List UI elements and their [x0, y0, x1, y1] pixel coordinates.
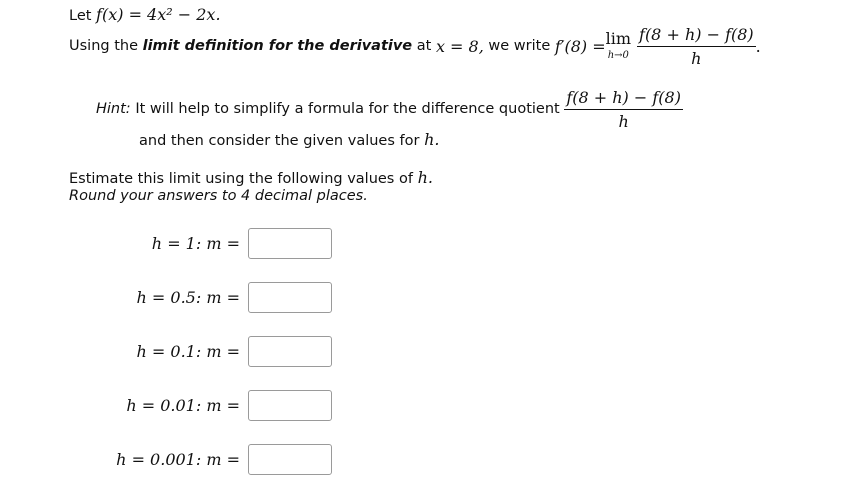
- hint-line: [96, 86, 683, 132]
- lim-word: lim: [605, 29, 632, 48]
- hint-line-2: [139, 130, 439, 149]
- answer-row-h-0.01: [0, 388, 842, 422]
- using-prefix: Using the: [69, 38, 138, 54]
- hint-label: Hint:: [96, 101, 131, 117]
- limit-phrase: limit definition for the derivative: [142, 38, 413, 54]
- quotient-numerator: f(8 + h) − f(8): [637, 25, 756, 47]
- let-prefix: Let: [69, 8, 92, 24]
- answer-row-h-0.5: [0, 280, 842, 314]
- we-write-text: we write: [488, 38, 551, 54]
- answer-label: h = 0.1: m =: [136, 341, 240, 361]
- answer-label: h = 0.01: m =: [126, 395, 240, 415]
- answer-row-h-1: [0, 226, 842, 260]
- answer-input-h-0.1[interactable]: [248, 336, 332, 367]
- answer-input-h-1[interactable]: [248, 228, 332, 259]
- difference-quotient: [637, 25, 756, 68]
- hint-line2-text: and then consider the given values for: [139, 133, 420, 149]
- answer-row-h-0.1: [0, 334, 842, 368]
- at-text: at: [416, 38, 432, 54]
- period: .: [755, 36, 761, 56]
- hint-quotient-denominator: h: [618, 111, 629, 131]
- hint-line2-var: h.: [424, 130, 440, 149]
- answer-label: h = 0.5: m =: [136, 287, 240, 307]
- answer-input-h-0.5[interactable]: [248, 282, 332, 313]
- answer-label: h = 0.001: m =: [116, 449, 240, 469]
- hint-difference-quotient: [564, 88, 683, 131]
- limit-operator: [606, 31, 631, 61]
- quotient-denominator: h: [691, 48, 702, 68]
- answer-row-h-0.001: [0, 442, 842, 476]
- derivative-lhs: f′(8) =: [554, 36, 606, 56]
- instructions-var: h.: [417, 168, 433, 187]
- hint-text: It will help to simplify a formula for the difference quotient: [135, 101, 560, 117]
- at-value: x = 8,: [435, 36, 484, 56]
- instructions-text: Estimate this limit using the following values of: [69, 171, 413, 187]
- limit-definition-line: [69, 24, 761, 68]
- answer-label: h = 1: m =: [151, 233, 240, 253]
- answer-input-h-0.001[interactable]: [248, 444, 332, 475]
- hint-quotient-numerator: f(8 + h) − f(8): [564, 88, 683, 110]
- rounding-instruction: Round your answers to 4 decimal places.: [69, 188, 368, 204]
- answer-input-h-0.01[interactable]: [248, 390, 332, 421]
- function-definition-line: [69, 5, 221, 24]
- lim-subscript: h→0: [607, 50, 629, 61]
- instructions-line-1: [69, 168, 433, 187]
- function-definition: f(x) = 4x² − 2x.: [96, 5, 221, 24]
